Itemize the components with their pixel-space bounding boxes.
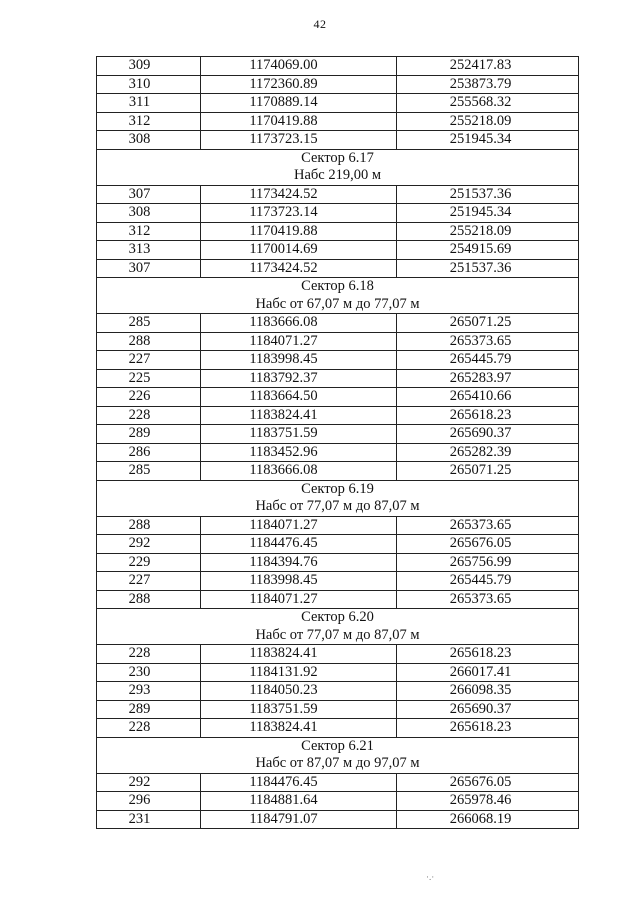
point-number-cell: 230: [97, 663, 201, 682]
y-coordinate-cell: 265283.97: [397, 369, 579, 388]
table-row: [97, 314, 579, 333]
coordinates-table-body: [97, 57, 579, 829]
table-row: [97, 792, 579, 811]
point-number-cell: 288: [97, 516, 201, 535]
sector-title: Сектор 6.17: [301, 149, 374, 166]
y-coordinate-cell: 265071.25: [397, 462, 579, 481]
table-row: [97, 425, 579, 444]
point-number-cell: 292: [97, 535, 201, 554]
point-number-cell: 292: [97, 773, 201, 792]
y-coordinate-cell: 251537.36: [397, 185, 579, 204]
y-coordinate-cell: 265756.99: [397, 553, 579, 572]
x-coordinate-cell: 1184791.07: [201, 810, 397, 829]
table-row: [97, 773, 579, 792]
point-number-cell: 228: [97, 719, 201, 738]
x-coordinate-cell: 1173723.15: [201, 131, 397, 150]
sector-header-cell: [97, 278, 579, 314]
y-coordinate-cell: 265445.79: [397, 572, 579, 591]
table-row: [97, 388, 579, 407]
table-row: [97, 94, 579, 113]
point-number-cell: 228: [97, 406, 201, 425]
x-coordinate-cell: 1183751.59: [201, 700, 397, 719]
sector-height-range: Набс 219,00 м: [293, 167, 382, 183]
y-coordinate-cell: 255568.32: [397, 94, 579, 113]
point-number-cell: 225: [97, 369, 201, 388]
y-coordinate-cell: 266017.41: [397, 663, 579, 682]
sector-title: Сектор 6.18: [301, 278, 374, 294]
y-coordinate-cell: 265618.23: [397, 719, 579, 738]
y-coordinate-cell: 255218.09: [397, 222, 579, 241]
x-coordinate-cell: 1184476.45: [201, 773, 397, 792]
x-coordinate-cell: 1173424.52: [201, 185, 397, 204]
x-coordinate-cell: 1184881.64: [201, 792, 397, 811]
x-coordinate-cell: 1184394.76: [201, 553, 397, 572]
sector-height-range: Набс от 87,07 м до 97,07 м: [255, 755, 420, 771]
x-coordinate-cell: 1184071.27: [201, 590, 397, 609]
x-coordinate-cell: 1173723.14: [201, 204, 397, 223]
x-coordinate-cell: 1184071.27: [201, 516, 397, 535]
y-coordinate-cell: 266098.35: [397, 682, 579, 701]
y-coordinate-cell: 265618.23: [397, 406, 579, 425]
point-number-cell: 309: [97, 57, 201, 76]
x-coordinate-cell: 1173424.52: [201, 259, 397, 278]
y-coordinate-cell: 266068.19: [397, 810, 579, 829]
x-coordinate-cell: 1183792.37: [201, 369, 397, 388]
point-number-cell: 231: [97, 810, 201, 829]
table-row: [97, 572, 579, 591]
point-number-cell: 226: [97, 388, 201, 407]
table-row: [97, 332, 579, 351]
point-number-cell: 228: [97, 645, 201, 664]
y-coordinate-cell: 265676.05: [397, 535, 579, 554]
sector-header-cell: [97, 480, 579, 516]
table-row: [97, 112, 579, 131]
table-row: [97, 700, 579, 719]
x-coordinate-cell: 1183666.08: [201, 314, 397, 333]
x-coordinate-cell: 1183452.96: [201, 443, 397, 462]
table-row: [97, 810, 579, 829]
table-row: [97, 222, 579, 241]
y-coordinate-cell: 265373.65: [397, 332, 579, 351]
sector-header-row: [97, 609, 579, 645]
table-row: [97, 719, 579, 738]
sector-height-range: Набс от 77,07 м до 87,07 м: [255, 498, 420, 514]
sector-title: Сектор 6.20: [301, 609, 374, 625]
sector-height-range: Набс от 77,07 м до 87,07 м: [255, 626, 420, 643]
x-coordinate-cell: 1183824.41: [201, 645, 397, 664]
table-row: [97, 75, 579, 94]
y-coordinate-cell: 265618.23: [397, 645, 579, 664]
y-coordinate-cell: 265373.65: [397, 590, 579, 609]
y-coordinate-cell: 265676.05: [397, 773, 579, 792]
y-coordinate-cell: 265978.46: [397, 792, 579, 811]
y-coordinate-cell: 265282.39: [397, 443, 579, 462]
point-number-cell: 286: [97, 443, 201, 462]
table-row: [97, 516, 579, 535]
point-number-cell: 289: [97, 700, 201, 719]
point-number-cell: 288: [97, 590, 201, 609]
table-row: [97, 590, 579, 609]
sector-header-row: [97, 278, 579, 314]
x-coordinate-cell: 1183824.41: [201, 406, 397, 425]
table-row: [97, 535, 579, 554]
y-coordinate-cell: 252417.83: [397, 57, 579, 76]
y-coordinate-cell: 251945.34: [397, 204, 579, 223]
point-number-cell: 308: [97, 131, 201, 150]
y-coordinate-cell: 265071.25: [397, 314, 579, 333]
x-coordinate-cell: 1183824.41: [201, 719, 397, 738]
table-row: [97, 204, 579, 223]
point-number-cell: 310: [97, 75, 201, 94]
table-row: [97, 185, 579, 204]
sector-header-row: [97, 149, 579, 185]
x-coordinate-cell: 1170889.14: [201, 94, 397, 113]
x-coordinate-cell: 1170419.88: [201, 112, 397, 131]
y-coordinate-cell: 254915.69: [397, 241, 579, 260]
sector-header-row: [97, 737, 579, 773]
point-number-cell: 312: [97, 112, 201, 131]
y-coordinate-cell: 253873.79: [397, 75, 579, 94]
scan-specks: ·.·: [426, 872, 435, 882]
y-coordinate-cell: 265690.37: [397, 700, 579, 719]
x-coordinate-cell: 1174069.00: [201, 57, 397, 76]
table-row: [97, 406, 579, 425]
sector-height-range: Набс от 67,07 м до 77,07 м: [255, 295, 420, 312]
point-number-cell: 229: [97, 553, 201, 572]
point-number-cell: 312: [97, 222, 201, 241]
y-coordinate-cell: 265410.66: [397, 388, 579, 407]
point-number-cell: 296: [97, 792, 201, 811]
table-row: [97, 663, 579, 682]
table-row: [97, 57, 579, 76]
table-row: [97, 369, 579, 388]
sector-header-row: [97, 480, 579, 516]
table-row: [97, 682, 579, 701]
table-row: [97, 443, 579, 462]
x-coordinate-cell: 1184131.92: [201, 663, 397, 682]
y-coordinate-cell: 265690.37: [397, 425, 579, 444]
y-coordinate-cell: 265445.79: [397, 351, 579, 370]
y-coordinate-cell: 251945.34: [397, 131, 579, 150]
point-number-cell: 227: [97, 572, 201, 591]
y-coordinate-cell: 251537.36: [397, 259, 579, 278]
table-row: [97, 645, 579, 664]
point-number-cell: 227: [97, 351, 201, 370]
y-coordinate-cell: 265373.65: [397, 516, 579, 535]
sector-header-cell: [97, 609, 579, 645]
x-coordinate-cell: 1183666.08: [201, 462, 397, 481]
table-row: [97, 131, 579, 150]
table-row: [97, 259, 579, 278]
point-number-cell: 293: [97, 682, 201, 701]
x-coordinate-cell: 1183664.50: [201, 388, 397, 407]
x-coordinate-cell: 1184476.45: [201, 535, 397, 554]
x-coordinate-cell: 1183751.59: [201, 425, 397, 444]
y-coordinate-cell: 255218.09: [397, 112, 579, 131]
point-number-cell: 288: [97, 332, 201, 351]
x-coordinate-cell: 1170014.69: [201, 241, 397, 260]
coordinates-table-container: [96, 56, 578, 829]
table-row: [97, 241, 579, 260]
sector-title: Сектор 6.21: [301, 737, 374, 754]
point-number-cell: 285: [97, 314, 201, 333]
coordinates-table: [96, 56, 579, 829]
x-coordinate-cell: 1184071.27: [201, 332, 397, 351]
sector-header-cell: [97, 149, 579, 185]
point-number-cell: 307: [97, 185, 201, 204]
x-coordinate-cell: 1183998.45: [201, 351, 397, 370]
point-number-cell: 313: [97, 241, 201, 260]
x-coordinate-cell: 1184050.23: [201, 682, 397, 701]
point-number-cell: 289: [97, 425, 201, 444]
x-coordinate-cell: 1170419.88: [201, 222, 397, 241]
sector-header-cell: [97, 737, 579, 773]
table-row: [97, 553, 579, 572]
point-number-cell: 311: [97, 94, 201, 113]
x-coordinate-cell: 1172360.89: [201, 75, 397, 94]
point-number-cell: 308: [97, 204, 201, 223]
sector-title: Сектор 6.19: [301, 480, 374, 497]
x-coordinate-cell: 1183998.45: [201, 572, 397, 591]
point-number-cell: 307: [97, 259, 201, 278]
table-row: [97, 351, 579, 370]
table-row: [97, 462, 579, 481]
page-number: 42: [313, 17, 327, 31]
point-number-cell: 285: [97, 462, 201, 481]
